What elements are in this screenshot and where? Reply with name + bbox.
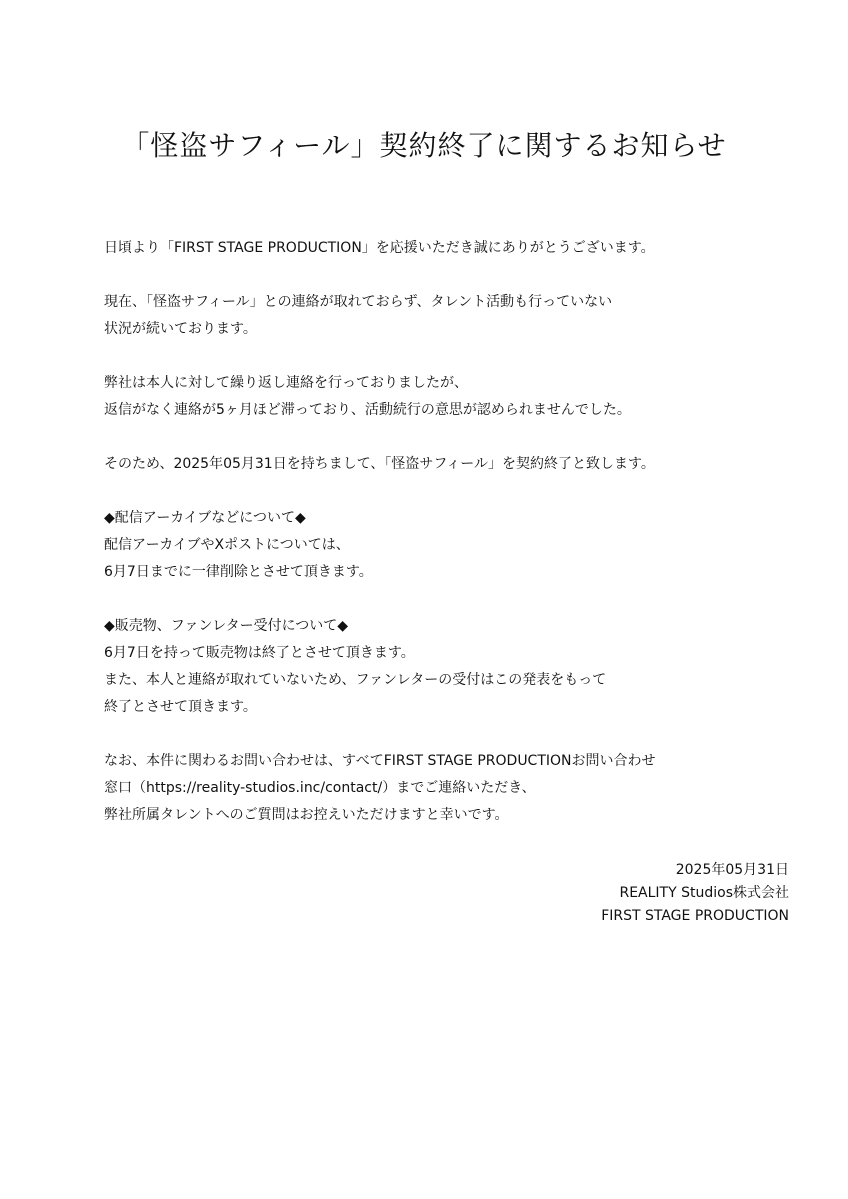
paragraph-greeting: [104, 235, 804, 262]
text-line: 弊社は本人に対して繰り返し連絡を行っておりましたが、: [104, 375, 468, 391]
paragraph-archives: [104, 505, 804, 586]
text-line: そのため、2025年05月31日を持ちまして、「怪盗サフィール」を契約終了と致します。: [104, 456, 655, 472]
document-title: 「怪盗サフィール」契約終了に関するお知らせ: [121, 129, 727, 162]
signature-company: REALITY Studios株式会社: [619, 885, 789, 901]
paragraph-merchandise: [104, 613, 804, 721]
section-heading: ◆配信アーカイブなどについて◆: [104, 510, 306, 526]
signature-date: 2025年05月31日: [675, 862, 789, 878]
paragraph-status: [104, 289, 804, 343]
text-line: 6月7日を持って販売物は終了とさせて頂きます。: [104, 645, 415, 661]
text-line: 現在、「怪盗サフィール」との連絡が取れておらず、タレント活動も行っていない: [104, 294, 613, 310]
document-body: [104, 235, 804, 856]
text-line: 窓口（https://reality-studios.inc/contact/）までご連絡いただき、: [104, 780, 536, 796]
paragraph-termination: [104, 451, 804, 478]
section-heading: ◆販売物、ファンレター受付について◆: [104, 618, 349, 634]
text-line: 終了とさせて頂きます。: [104, 699, 257, 715]
text-line: 返信がなく連絡が5ヶ月ほど滞っており、活動続行の意思が認められませんでした。: [104, 402, 631, 418]
text-line: 6月7日までに一律削除とさせて頂きます。: [104, 564, 373, 580]
text-line: 弊社所属タレントへのご質問はお控えいただけますと幸いです。: [104, 807, 509, 823]
paragraph-contact-attempts: [104, 370, 804, 424]
text-line: 配信アーカイブやXポストについては、: [104, 537, 350, 553]
paragraph-inquiries: [104, 748, 804, 829]
signature-division: FIRST STAGE PRODUCTION: [601, 908, 789, 924]
signature-block: [601, 859, 789, 928]
text-line: また、本人と連絡が取れていないため、ファンレターの受付はこの発表をもって: [104, 672, 607, 688]
text-line: 日頃より「FIRST STAGE PRODUCTION」を応援いただき誠にありがとうございます。: [104, 240, 655, 256]
text-line: 状況が続いております。: [104, 321, 257, 337]
text-line: なお、本件に関わるお問い合わせは、すべてFIRST STAGE PRODUCTIONお問い合わせ: [104, 753, 656, 769]
